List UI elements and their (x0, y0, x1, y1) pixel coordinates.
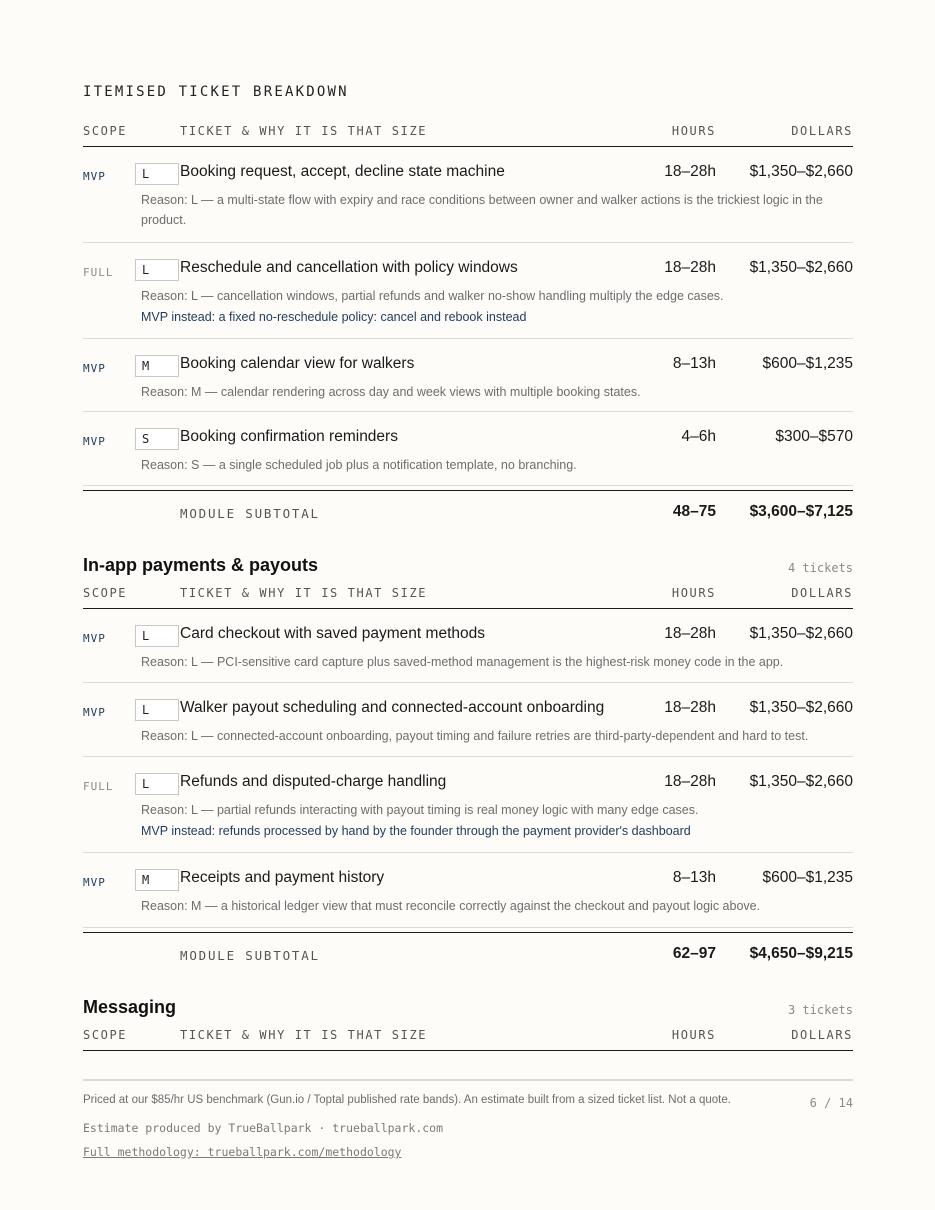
ticket-dollars: $600–$1,235 (762, 355, 853, 372)
scope-tag: MVP (83, 170, 106, 183)
col-hours: HOURS (671, 586, 716, 600)
ticket-row (83, 683, 853, 757)
ticket-row (83, 339, 853, 412)
scope-tag: MVP (83, 876, 106, 889)
module-title: In-app payments & payouts (83, 555, 319, 575)
col-ticket: TICKET & WHY IT IS THAT SIZE (180, 124, 428, 138)
subtotal-hours: 48–75 (672, 503, 716, 520)
ticket-name: Booking confirmation reminders (180, 428, 398, 445)
col-scope: SCOPE (83, 1028, 128, 1042)
subtotal-label: MODULE SUBTOTAL (180, 948, 320, 963)
ticket-name: Refunds and disputed-charge handling (180, 773, 447, 790)
ticket-row (83, 147, 853, 243)
ticket-reason: Reason: M — a historical ledger view that must reconcile correctly against the checkout and payout logic above. (141, 899, 761, 913)
scope-tag: MVP (83, 706, 106, 719)
ticket-dollars: $1,350–$2,660 (749, 699, 853, 716)
ticket-hours: 8–13h (672, 869, 716, 886)
ticket-row (83, 412, 853, 485)
module-header (83, 997, 853, 1023)
ticket-reason: Reason: L — cancellation windows, partial refunds and walker no-show handling multiply the edge cases. (141, 289, 724, 303)
size-badge: L (135, 773, 179, 795)
ticket-row (83, 853, 853, 926)
subtotal-label: MODULE SUBTOTAL (180, 506, 320, 521)
ticket-hours: 18–28h (664, 163, 716, 180)
ticket-name: Walker payout scheduling and connected-account onboarding (180, 699, 605, 716)
mvp-alternative: MVP instead: refunds processed by hand by the founder through the payment provider's dashboard (141, 824, 691, 838)
size-badge: M (135, 869, 179, 891)
ticket-row (83, 609, 853, 683)
pricing-note: Priced at our $85/hr US benchmark (Gun.io / Toptal published rate bands). An estimate built from a sized ticket list. Not a quote. (83, 1094, 731, 1106)
ticket-name: Card checkout with saved payment methods (180, 625, 485, 642)
size-badge: L (135, 699, 179, 721)
col-dollars: DOLLARS (791, 586, 853, 600)
ticket-hours: 18–28h (664, 625, 716, 642)
col-scope: SCOPE (83, 124, 128, 138)
module-booking (83, 122, 853, 485)
module-messaging (83, 997, 853, 1051)
ticket-count: 4 tickets (787, 561, 853, 575)
scope-tag: FULL (83, 266, 114, 279)
methodology-link[interactable]: Full methodology: trueballpark.com/methodology (83, 1145, 402, 1159)
size-badge: L (135, 259, 179, 281)
ticket-hours: 8–13h (672, 355, 716, 372)
subtotal-dollars: $4,650–$9,215 (749, 945, 853, 962)
ticket-reason: Reason: L — connected-account onboarding, payout timing and failure retries are third-party-dependent and hard to test. (141, 729, 809, 743)
module-subtotal (83, 490, 853, 531)
ticket-hours: 18–28h (664, 773, 716, 790)
ticket-row (83, 757, 853, 853)
col-hours: HOURS (671, 1028, 716, 1042)
ticket-dollars: $1,350–$2,660 (749, 259, 853, 276)
produced-by: Estimate produced by TrueBallpark · trueballpark.com (83, 1121, 444, 1135)
size-badge: S (135, 428, 179, 450)
col-dollars: DOLLARS (791, 1028, 853, 1042)
ticket-reason: Reason: S — a single scheduled job plus a notification template, no branching. (141, 458, 577, 472)
module-title: Messaging (83, 997, 177, 1017)
col-hours: HOURS (671, 124, 716, 138)
scope-tag: MVP (83, 435, 106, 448)
size-badge: L (135, 163, 179, 185)
ticket-row (83, 243, 853, 339)
scope-tag: FULL (83, 780, 114, 793)
ticket-hours: 18–28h (664, 699, 716, 716)
subtotal-hours: 62–97 (672, 945, 716, 962)
module-header (83, 555, 853, 581)
ticket-dollars: $1,350–$2,660 (749, 163, 853, 180)
page-number: 6 / 14 (809, 1096, 853, 1110)
ticket-dollars: $600–$1,235 (762, 869, 853, 886)
scope-tag: MVP (83, 632, 106, 645)
ticket-reason: Reason: L — PCI-sensitive card capture plus saved-method management is the highest-risk money code in the app. (141, 655, 784, 669)
ticket-name: Booking request, accept, decline state machine (180, 163, 505, 180)
ticket-reason: Reason: L — a multi-state flow with expiry and race conditions between owner and walker actions is the trickiest logic in the product. (141, 193, 823, 227)
sheet-title: ITEMISED TICKET BREAKDOWN (83, 84, 349, 100)
col-scope: SCOPE (83, 586, 128, 600)
col-ticket: TICKET & WHY IT IS THAT SIZE (180, 1028, 428, 1042)
ticket-reason: Reason: L — partial refunds interacting with payout timing is real money logic with many edge cases. (141, 803, 699, 817)
ticket-dollars: $300–$570 (775, 428, 853, 445)
module-subtotal (83, 932, 853, 973)
ticket-name: Reschedule and cancellation with policy windows (180, 259, 518, 276)
page-footer (83, 1079, 853, 1159)
ticket-hours: 18–28h (664, 259, 716, 276)
ticket-count: 3 tickets (787, 1003, 853, 1017)
scope-tag: MVP (83, 362, 106, 375)
mvp-alternative: MVP instead: a fixed no-reschedule policy: cancel and rebook instead (141, 310, 527, 324)
ticket-hours: 4–6h (681, 428, 716, 445)
col-dollars: DOLLARS (791, 124, 853, 138)
ticket-reason: Reason: M — calendar rendering across day and week views with multiple booking states. (141, 385, 641, 399)
ticket-name: Booking calendar view for walkers (180, 355, 415, 372)
ticket-dollars: $1,350–$2,660 (749, 625, 853, 642)
ticket-dollars: $1,350–$2,660 (749, 773, 853, 790)
size-badge: M (135, 355, 179, 377)
size-badge: L (135, 625, 179, 647)
column-header (83, 1026, 853, 1051)
module-payments (83, 555, 853, 926)
ticket-name: Receipts and payment history (180, 869, 385, 886)
column-header (83, 122, 853, 147)
column-header (83, 584, 853, 609)
subtotal-dollars: $3,600–$7,125 (749, 503, 853, 520)
col-ticket: TICKET & WHY IT IS THAT SIZE (180, 586, 428, 600)
